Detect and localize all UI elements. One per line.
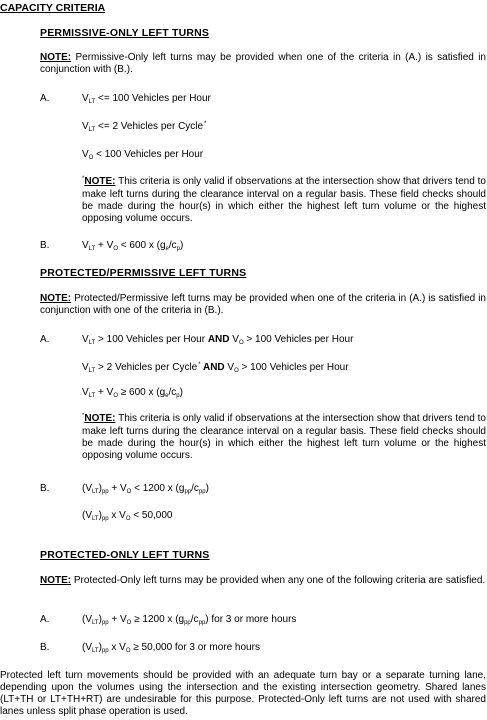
criterion-label-a: A. [40,614,50,625]
criterion-a: $(V_{LT})_{pp} + V_O \ge 1200$ x $(g_{pp}/c_{pp})$ for 3 or more hours [82,614,297,626]
criterion-label-b: B. [40,483,50,494]
criterion-b: $V_{LT} + V_O < 600$ x $(g_e/c_p)$ [82,240,184,252]
criterion-a3: $V_{LT} + V_O \ge 600$ x $(g_e/c_p)$ [82,387,183,399]
protected-permissive-footnote: *NOTE: This criteria is only valid if observations at the intersection show that drivers tend to make left turns during the clearance interval on a regular basis. These field checks should be made during the hour(s) in which either the highest left turn volume or the highest opposing volume occurs. [82,413,486,461]
criterion-b: $(V_{LT})_{pp}$ x $V_O \ge 50,000$ for 3 or more hours [82,642,260,654]
note-text: Permissive-Only left turns may be provided when one of the criteria in (A.) is satisfied in conjunction with (B.). [40,52,486,75]
criterion-label-b: B. [40,642,50,653]
permissive-footnote: *NOTE: This criteria is only valid if observations at the intersection show that drivers tend to make left turns during the clearance interval on a regular basis. These field checks should be made during the hour(s) in which either the highest left turn volume or the highest opposing volume occurs. [82,176,486,224]
section-heading-protected-only: PROTECTED-ONLY LEFT TURNS [40,549,210,561]
protected-permissive-note: NOTE: Protected/Permissive left turns may be provided when one of the criteria in (A.) is satisfied in conjunction with one of the criteria in (B.). [40,293,486,316]
criterion-a2: $V_{LT} > 2$ Vehicles per Cycle* AND $V_O > 100$ Vehicles per Hour [82,362,349,374]
criterion-label-a: A. [40,334,50,345]
criterion-a1: $V_{LT} > 100$ Vehicles per Hour AND $V_O > 100$ Vehicles per Hour [82,334,354,346]
criterion-a1: $V_{LT} <= 100$ Vehicles per Hour [82,93,211,105]
criterion-b1: $(V_{LT})_{pp} + V_O < 1200$ x $(g_{pp}/c_{pp})$ [82,483,209,495]
criterion-label-b: B. [40,240,50,251]
criterion-label-a: A. [40,93,50,104]
closing-paragraph: Protected left turn movements should be provided with an adequate turn bay or a separate turning lane, depending upon the volumes using the intersection and the existing intersection geometry. Shared lanes (LT+TH or LT+TH+RT) are undesirable for this purpose. Protected-Only left turns are not used with shared lanes unless split phase operation is used. [0,670,486,717]
criterion-a3: $V_O < 100$ Vehicles per Hour [82,149,204,161]
document-title: CAPACITY CRITERIA [0,2,106,14]
criterion-a2: $V_{LT} <= 2$ Vehicles per Cycle* [82,121,207,133]
section-heading-permissive-only: PERMISSIVE-ONLY LEFT TURNS [40,27,210,39]
criterion-b2: $(V_{LT})_{pp}$ x $V_O < 50,000$ [82,510,173,522]
note-label: NOTE: [40,52,72,63]
section-heading-protected-permissive: PROTECTED/PERMISSIVE LEFT TURNS [40,267,247,279]
protected-only-note: NOTE: Protected-Only left turns may be provided when any one of the following criteria are satisfied. [40,575,486,586]
permissive-note [40,52,486,76]
